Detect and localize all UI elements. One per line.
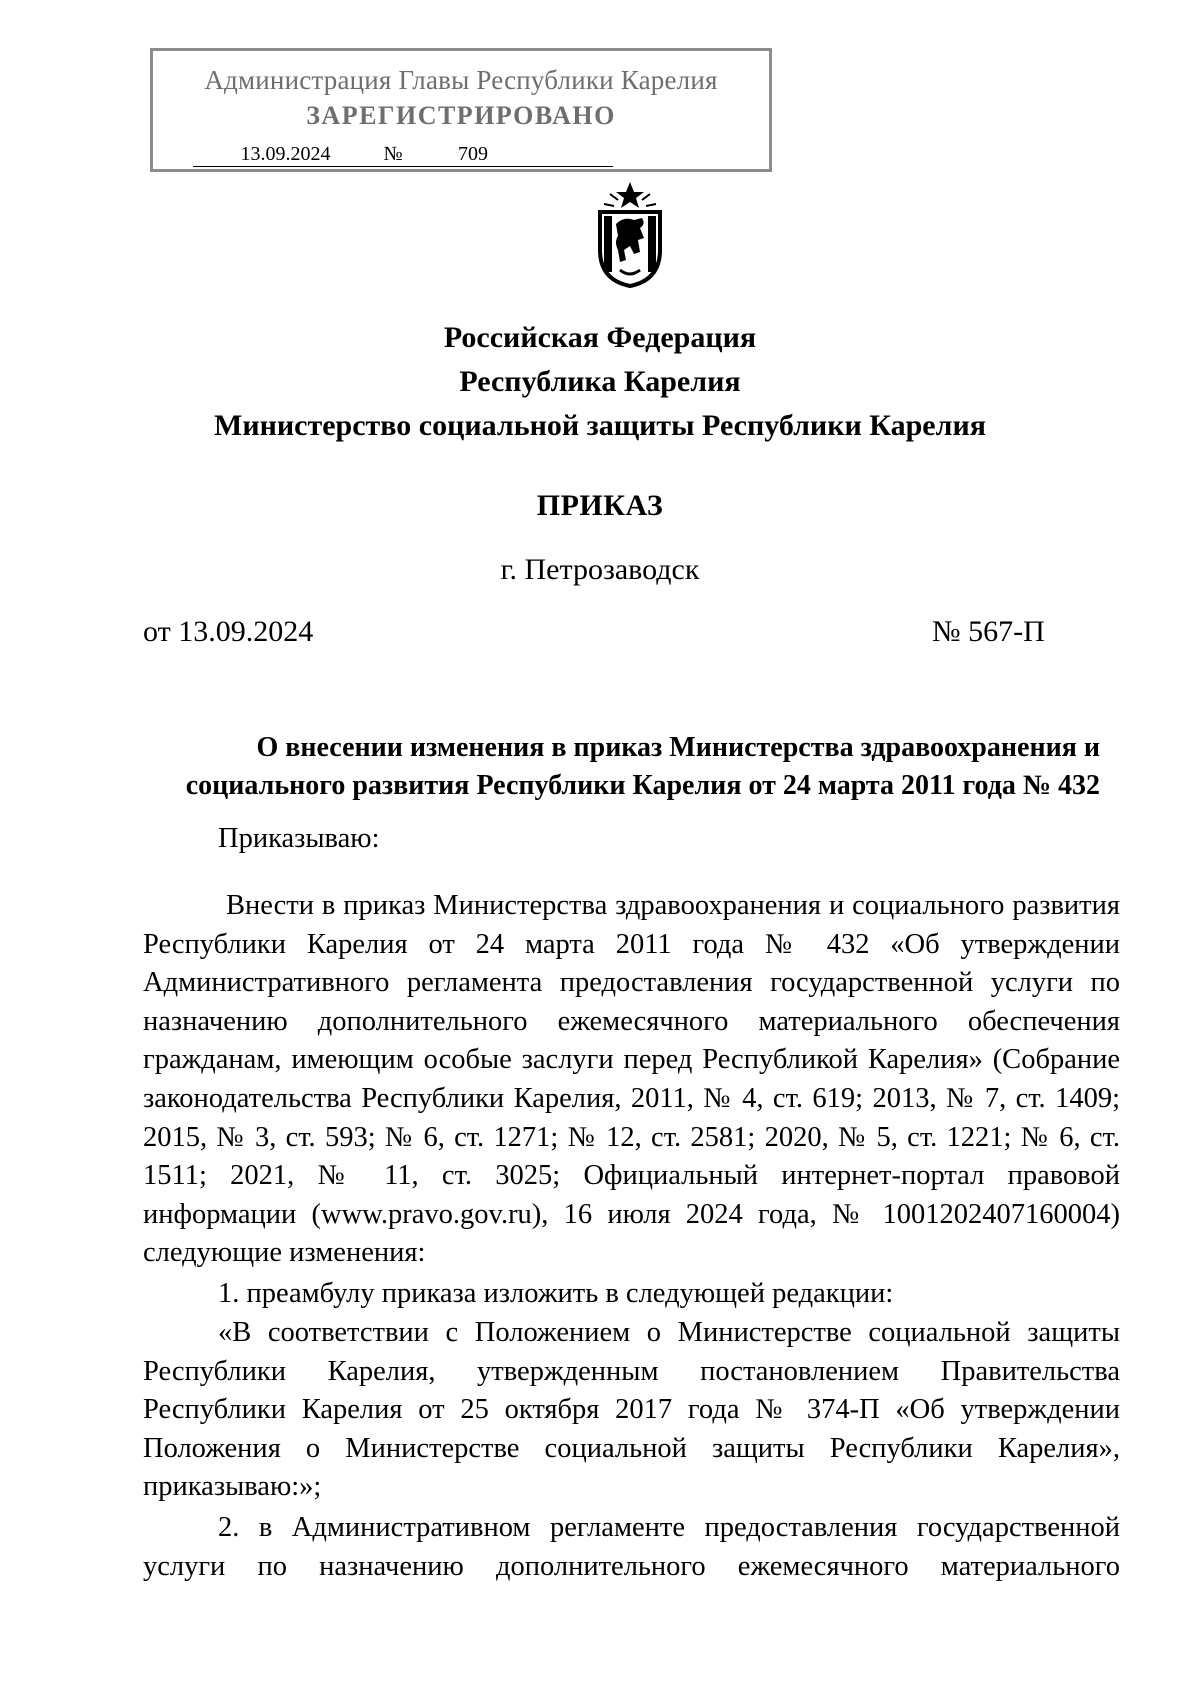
document-number: № 567-П (932, 615, 1045, 648)
stamp-organization: Администрация Главы Республики Карелия (204, 65, 718, 95)
order-word: Приказываю: (218, 823, 380, 854)
registration-stamp (150, 48, 772, 172)
paragraph-item-2: 2. в Административном регламенте предоставления государственной услуги по назначению дополнительного ежемесячного материального (143, 1512, 1120, 1582)
paragraph-quote: «В соответствии с Положением о Министерстве социальной защиты Республики Карелия, утвержденным постановлением Правительства Республики Карелия от 25 октября 2017 года № 374-П «Об утверждении Положения о Министерстве социальной защиты Республики Карелия», приказываю:»; (143, 1317, 1120, 1503)
karelia-coat-of-arms-icon (580, 180, 680, 290)
country-heading: Российская Федерация (443, 321, 757, 354)
stamp-registration-line (193, 143, 613, 169)
ministry-heading: Министерство социальной защиты Республики Карелия (214, 409, 986, 442)
document-title: ПРИКАЗ (536, 489, 664, 522)
document-subject: О внесении изменения в приказ Министерства здравоохранения и социального развития Республики Карелия от 24 марта 2011 года № 432 (185, 732, 1100, 801)
paragraph-main: Внести в приказ Министерства здравоохранения и социального развития Республики Карелия от 24 марта 2011 года № 432 «Об утверждении Административного регламента предоставления государственной услуги по назначению дополнительного ежемесячного материального обеспечения гражданам, имеющим особые заслуги перед Республикой Карелия» (Собрание законодательства Республики Карелия, 2011, № 4, ст. 619; 2013, № 7, ст. 1409; 2015, № 3, ст. 593; № 6, ст. 1271; № 12, ст. 2581; 2020, № 5, ст. 1221; № 6, ст. 1511; 2021, № 11, ст. 3025; Официальный интернет-портал правовой информации (www.pravo.gov.ru), 16 июля 2024 года, № 1001202407160004) следующие изменения: (143, 890, 1120, 1269)
stamp-number-sign: № (378, 143, 408, 167)
document-city: г. Петрозаводск (500, 553, 700, 586)
stamp-number: 709 (408, 143, 613, 167)
paragraph-item-1: 1. преамбулу приказа изложить в следующей редакции: (218, 1278, 894, 1309)
document-date: от 13.09.2024 (143, 615, 314, 648)
republic-heading: Республика Карелия (459, 365, 741, 398)
stamp-date: 13.09.2024 (193, 143, 378, 167)
stamp-registered-label: ЗАРЕГИСТРИРОВАНО (306, 101, 616, 130)
